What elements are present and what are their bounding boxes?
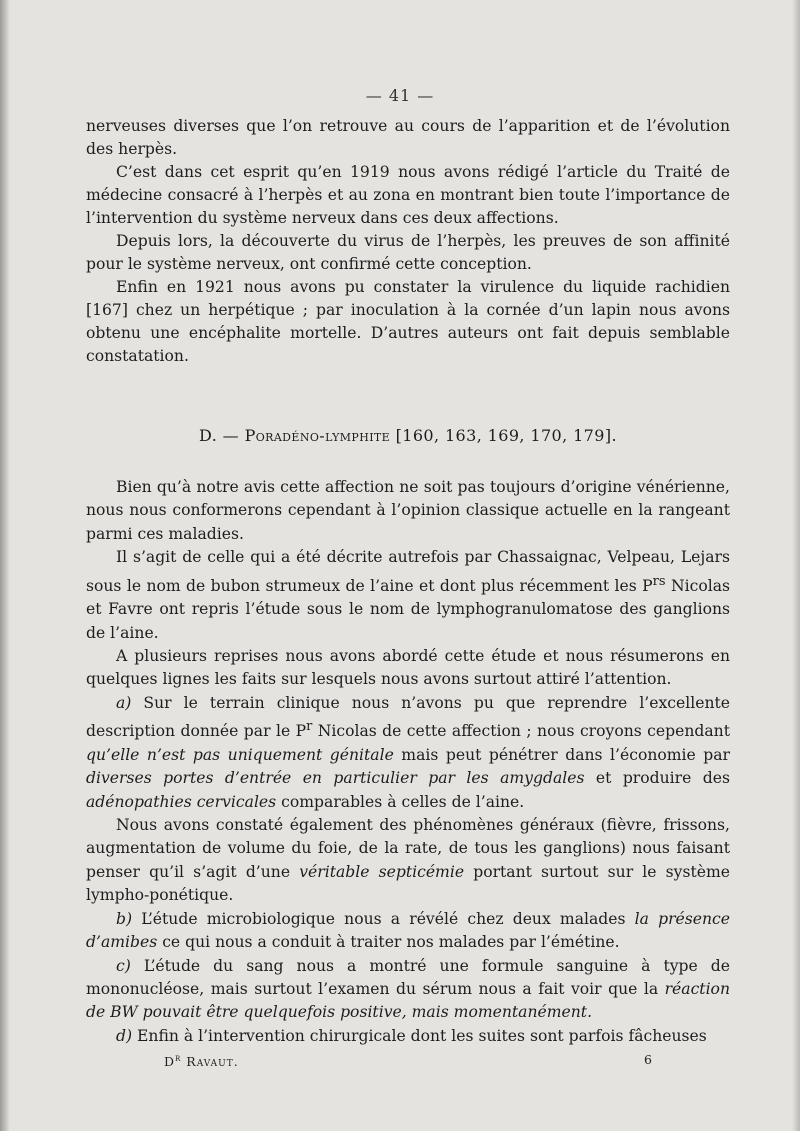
section-letter: D. — [199,426,240,445]
paragraph-c: c) L’étude du sang nous a montré une formule sanguine à type de mononucléose, mais surtout l’examen du sérum nous a fait voir que la réaction de BW pouvait être quelquefois positive, mais momentanément. [86,956,730,1022]
page-gutter-shadow [0,0,10,1131]
page-edge-shadow [792,0,800,1131]
paragraph: Depuis lors, la découverte du virus de l’herpès, les preuves de son affinité pour le système nerveux, ont confirmé cette conception. [86,232,730,273]
paragraph: Bien qu’à notre avis cette affection ne soit pas toujours d’origine vénérienne, nous nous conformerons cependant à l’opinion classique actuelle en la rangeant parmi ces maladies. [86,478,730,543]
paragraph: Nous avons constaté également des phénomènes généraux (fièvre, frissons, augmentation de volume du foie, de la rate, de tous les ganglions) nous faisant penser qu’il s’agit d’une véritable septicémie portant surtout sur le système lympho-ponétique. [86,816,730,905]
section-title: Poradéno-lymphite [244,426,391,445]
paragraph-b: b) L’étude microbiologique nous a révélé chez deux malades la présence d’amibes ce qui nous a conduit à traiter nos malades par l’émétine. [86,909,730,952]
paragraph: A plusieurs reprises nous avons abordé cette étude et nous résumerons en quelques lignes les faits sur lesquels nous avons surtout attiré l’attention. [86,647,730,689]
signature-mark: 6 [644,1052,652,1067]
section-heading [86,426,730,445]
paragraph-continuation: nerveuses diverses que l’on retrouve au cours de l’apparition et de l’évolution des herpès. [86,117,730,158]
text-block-poradeno [86,476,730,1048]
section-references: [160, 163, 169, 170, 179]. [395,426,617,445]
paragraph: Il s’agit de celle qui a été décrite autrefois par Chassaignac, Velpeau, Lejars sous le nom de bubon strumeux de l’aine et dont plus récemment les $P^{rs}$ Nicolas et Favre ont repris l’étude sous le nom de lymphogranulomatose des ganglions de l’aine. [86,548,730,642]
paragraph: C’est dans cet esprit qu’en 1919 nous avons rédigé l’article du Traité de médecine consacré à l’herpès et au zona en montrant bien toute l’importance de l’intervention du système nerveux dans ces deux affections. [86,163,730,227]
paragraph-d: d) Enfin à l’intervention chirurgicale dont les suites sont parfois fâcheuses [116,1026,707,1045]
page-number: — 41 — [365,86,435,105]
footer-author: $D^r$ Ravaut. [164,1052,239,1070]
text-block-herpes [86,115,730,368]
paragraph: Enfin en 1921 nous avons pu constater la virulence du liquide rachidien [167] chez un herpétique ; par inoculation à la cornée d’un lapin nous avons obtenu une encéphalite mortelle. D’autres auteurs ont fait depuis semblable constatation. [86,278,730,365]
paragraph-a: a) Sur le terrain clinique nous n’avons pu que reprendre l’excellente description donnée par le $P^r$ Nicolas de cette affection ; nous croyons cependant qu’elle n’est pas uniquement génitale mais peut pénétrer dans l’économie par diverses portes d’entrée en particulier par les amygdales et produire des adénopathies cervicales comparables à celles de l’aine. [86,693,730,811]
